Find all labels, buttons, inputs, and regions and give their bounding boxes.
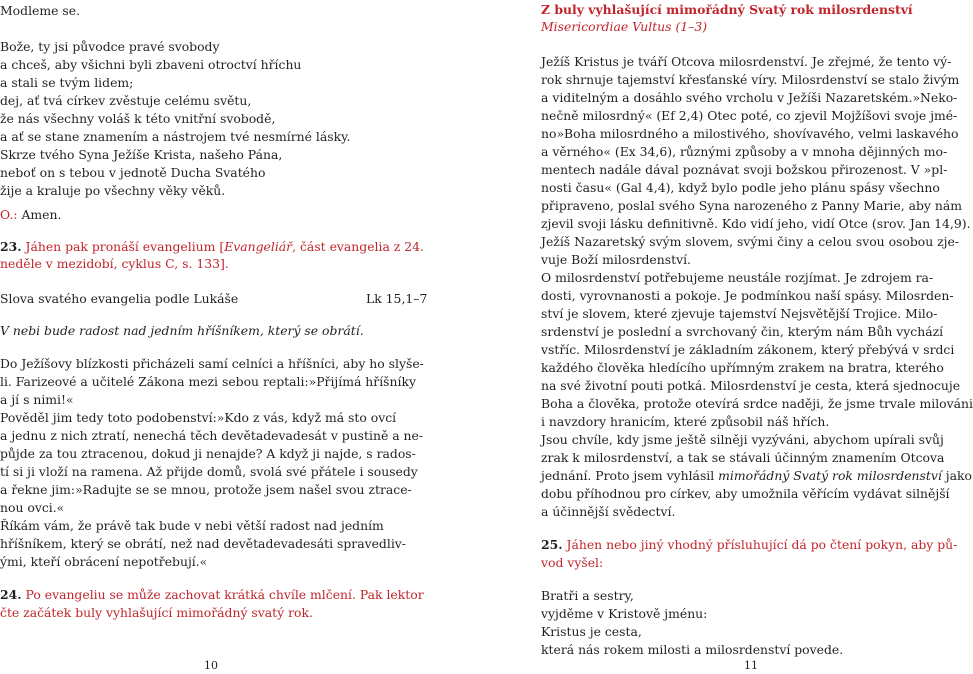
response-line: [0, 206, 61, 224]
bull-line-mixed: [541, 467, 972, 485]
closing-line: která nás rokem milosti a milosrdenství povede.: [541, 642, 844, 657]
response-marker: O.:: [0, 207, 18, 222]
rubric-25-text: Jáhen nebo jiný vhodný přísluhující dá po čtení pokyn, aby pů-: [562, 537, 958, 552]
item-number-24: 24.: [0, 587, 22, 602]
gospel-heading: Slova svatého evangelia podle Lukáše: [0, 291, 239, 306]
prayer-line: neboť on s tebou v jednotě Ducha Svatého: [0, 165, 266, 180]
rubric-24-text: Po evangeliu se může zachovat krátká chvíle mlčení. Pak lektor: [21, 587, 424, 602]
prayer-line: že nás všechny voláš k této vnitřní svobodě,: [0, 111, 276, 126]
bull-line: rok shrnuje tajemství křesťanské víry. Milosrdenství se stalo živým: [541, 72, 960, 87]
bull-line: na své životní pouti potká. Milosrdenství je cesta, která sjednocuje: [541, 378, 961, 393]
rubric-24-line-2: čte začátek buly vyhlašující mimořádný svatý rok.: [0, 605, 313, 620]
rubric-23-text-end: , část evangelia z 24.: [292, 239, 424, 254]
rubric-25-line-2: vod vyšel:: [541, 555, 604, 570]
bull-line: i navzdory hranicím, které způsobil náš hřích.: [541, 414, 830, 429]
closing-line: vyjděme v Kristově jménu:: [541, 606, 708, 621]
item-number-25: 25.: [541, 537, 563, 552]
intro-text: Modleme se.: [0, 3, 81, 18]
gospel-line: Říkám vám, že právě tak bude v nebi větší radost nad jedním: [0, 518, 384, 533]
gospel-line: ými, kteří obrácení nepotřebují.«: [0, 554, 208, 569]
prayer-line: Skrze tvého Syna Ježíše Krista, našeho Pána,: [0, 147, 283, 162]
rubric-23-line-2: neděle v mezidobí, cyklus C, s. 133].: [0, 256, 229, 271]
bull-line: a věrného« (Ex 34,6), různými způsoby a v mnoha dějinných mo-: [541, 144, 948, 159]
bull-line: zjevil svoji lásku definitivně. Kdo vidí jeho, vidí Otce (srov. Jan 14,9).: [541, 216, 971, 231]
rubric-23-book: Evangeliář: [224, 239, 293, 254]
bull-line: vuje Boží milosrdenství.: [541, 252, 691, 267]
bull-line: nosti času« (Gal 4,4), když bylo podle jeho plánu spásy všechno: [541, 180, 940, 195]
bull-text-end: jako: [941, 468, 972, 483]
bull-line: Ježíš Kristus je tváří Otcova milosrdenství. Je zřejmé, že tento vý-: [541, 54, 952, 69]
gospel-line: a jednu z nich ztratí, nenechá těch devětadevadesát v pustině a ne-: [0, 428, 424, 443]
bull-line: mentech nadále dával poznávat svoji božskou přirozenost. V »pl-: [541, 162, 948, 177]
bull-line: připraveno, poslal svého Syna narozeného z Panny Marie, aby nám: [541, 198, 962, 213]
prayer-line: žije a kraluje po všechny věky věků.: [0, 183, 226, 198]
gospel-line: Do Ježíšovy blízkosti přicházeli samí celníci a hříšníci, aby ho slyše-: [0, 356, 424, 371]
bull-text: jednání. Proto jsem vyhlásil: [541, 468, 715, 483]
gospel-line: nou ovci.«: [0, 500, 65, 515]
prayer-line: dej, ať tvá církev zvěstuje celému světu,: [0, 93, 252, 108]
gospel-line: a jí s nimi!«: [0, 392, 74, 407]
rubric-25-line: [541, 536, 957, 554]
prayer-line: a ať se stane znamením a nástrojem tvé nesmírné lásky.: [0, 129, 351, 144]
response-text: Amen.: [17, 207, 62, 222]
item-number-23: 23.: [0, 239, 22, 254]
bull-line: a viditelným a dosáhlo svého vrcholu v Ježíši Nazaretském.»Neko-: [541, 90, 958, 105]
bull-title: Z buly vyhlašující mimořádný Svatý rok milosrdenství: [541, 2, 913, 17]
rubric-24-line: [0, 586, 424, 604]
page-number-right: 11: [744, 659, 758, 672]
bull-line: zrak k milosrdenství, a tak se stávali účinným znamením Otcova: [541, 450, 945, 465]
bull-line: srdenství je poslední a svrchovaný čin, kterým nám Bůh vychází: [541, 324, 944, 339]
gospel-line: a řekne jim:»Radujte se se mnou, protože jsem našel svou ztrace-: [0, 482, 412, 497]
gospel-line: hříšníkem, který se obrátí, než nad devětadevadesáti spravedliv-: [0, 536, 406, 551]
bull-line: a účinnější svědectví.: [541, 504, 676, 519]
gospel-line: půjde za tou ztracenou, dokud ji nenajde? A když ji najde, s rados-: [0, 446, 416, 461]
prayer-line: a chceš, aby všichni byli zbaveni otroctví hříchu: [0, 57, 302, 72]
bull-line: vstříc. Milosrdenství je základním zákonem, který přebývá v srdci: [541, 342, 955, 357]
bull-line: dosti, vyrovnanosti a pokoje. Je podmínkou naší spásy. Milosrden-: [541, 288, 954, 303]
bull-line: nečně milosrdný« (Ef 2,4) Otec poté, co zjevil Mojžíšovi svoje jmé-: [541, 108, 958, 123]
bull-line: no»Boha milosrdného a milostivého, shovívavého, velmi laskavého: [541, 126, 959, 141]
bull-line: O milosrdenství potřebujeme neustále rozjímat. Je zdrojem ra-: [541, 270, 934, 285]
rubric-23-line: [0, 238, 424, 256]
gospel-line: tí si ji vloží na ramena. Až přijde domů, svolá své přátele i sousedy: [0, 464, 418, 479]
bull-line: ství je slovem, které zjevuje tajemství Nejsvětější Trojice. Milo-: [541, 306, 938, 321]
bull-line: Ježíš Nazaretský svým slovem, svými činy a celou svou osobou zje-: [541, 234, 960, 249]
bull-line: dobu příhodnou pro církev, aby umožnila věřícím vydávat silnější: [541, 486, 950, 501]
bull-line: Jsou chvíle, kdy jsme ještě silněji vyzýváni, abychom upírali svůj: [541, 432, 944, 447]
bull-line: každého člověka hledícího upřímným zrakem na bratra, kterého: [541, 360, 944, 375]
bull-jubilee-name: mimořádný Svatý rok milosrdenství: [714, 468, 942, 483]
prayer-line: a stali se tvým lidem;: [0, 75, 134, 90]
bull-subtitle: Misericordiae Vultus (1–3): [541, 19, 708, 34]
prayer-line: Bože, ty jsi původce pravé svobody: [0, 39, 220, 54]
gospel-line: Pověděl jim tedy toto podobenství:»Kdo z vás, když má sto ovcí: [0, 410, 397, 425]
page-number-left: 10: [204, 659, 218, 672]
bull-line: Boha a člověka, protože otevírá srdce naději, že jsme trvale milováni: [541, 396, 973, 411]
gospel-line: li. Farizeové a učitelé Zákona mezi sebou reptali:»Přijímá hříšníky: [0, 374, 416, 389]
closing-line: Kristus je cesta,: [541, 624, 642, 639]
closing-line: Bratři a sestry,: [541, 588, 634, 603]
rubric-23-text: Jáhen pak pronáší evangelium [: [21, 239, 225, 254]
gospel-motto: V nebi bude radost nad jedním hříšníkem, který se obrátí.: [0, 323, 364, 338]
gospel-reference: Lk 15,1–7: [366, 291, 428, 306]
